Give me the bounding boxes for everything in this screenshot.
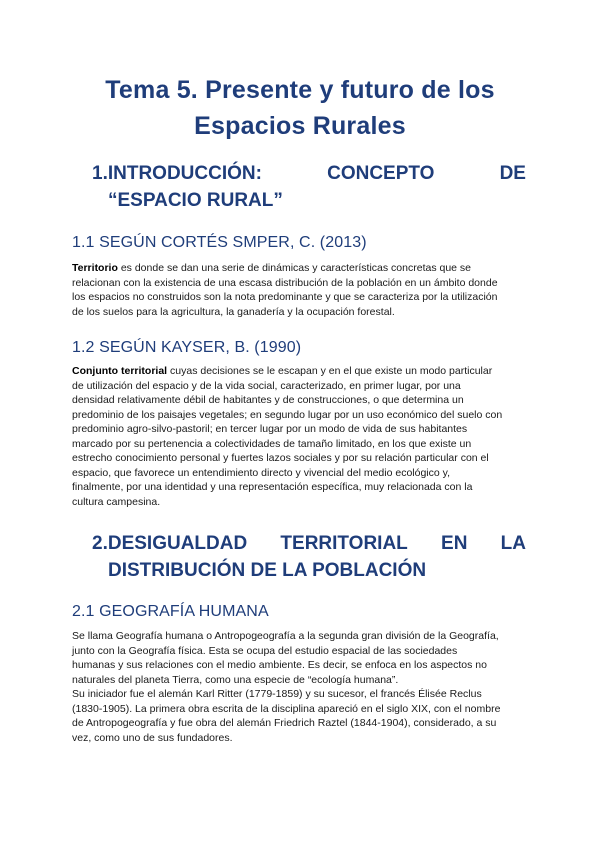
subsection-1-2-heading: 1.2 SEGÚN KAYSER, B. (1990) — [72, 339, 302, 356]
subsection-1-2-paragraph — [72, 364, 526, 509]
paragraph-line: predominio agro-silvo-pastoril; en tercer lugar por un modo de vida de sus habitantes — [72, 423, 468, 435]
paragraph-line: humanas y sus relaciones con el medio ambiente. Es decir, se enfoca en los aspectos no — [72, 659, 487, 671]
paragraph-line: predominio de los paisajes vegetales; en segundo lugar por un uso económico del suelo con — [72, 408, 503, 421]
paragraph-line: finalmente, por una identidad y una representación específica, muy relacionada con la — [72, 481, 473, 493]
paragraph-line: Su iniciador fue el alemán Karl Ritter (1779-1859) y su sucesor, el francés Élisée Reclus — [72, 688, 482, 700]
section-1-heading-word: DE — [499, 163, 526, 184]
section-2-heading-word: TERRITORIAL — [280, 533, 408, 554]
paragraph-line: relacionan con la existencia de una escasa distribución de la población en un ámbito donde — [72, 276, 498, 289]
paragraph-line: naturales del planeta Tierra, como una especie de “ecología humana”. — [72, 673, 399, 686]
paragraph-line: junto con la Geografía física. Esta se ocupa del estudio espacial de las sociedades — [72, 644, 458, 657]
paragraph-line: Conjunto territorial cuyas decisiones se le escapan y en el que existe un modo particular — [72, 365, 493, 377]
section-2-heading-line-2: DISTRIBUCIÓN DE LA POBLACIÓN — [108, 560, 427, 581]
document-title-line-1: Tema 5. Presente y futuro de los — [105, 76, 495, 104]
paragraph-line: (1830-1905). La primera obra escrita de la disciplina apareció en el siglo XIX, con el nombre — [72, 702, 501, 715]
section-1-heading — [92, 160, 526, 214]
term-conjunto-territorial: Conjunto territorial — [72, 365, 168, 377]
paragraph-line: vez, como uno de sus fundadores. — [72, 731, 233, 744]
section-2-heading-word: LA — [500, 533, 526, 554]
paragraph-line: estrecho conocimiento personal y fuertes lazos sociales y por su relación particular con el — [72, 452, 489, 464]
subsection-2-1-heading: 2.1 GEOGRAFÍA HUMANA — [72, 603, 269, 620]
section-2-heading-word: 2.DESIGUALDAD — [92, 533, 248, 554]
document-title-line-2: Espacios Rurales — [194, 112, 406, 140]
paragraph-line: de Antropogeografía y fue obra del alemán Friedrich Raztel (1844-1904), considerado, a su — [72, 717, 497, 729]
paragraph-line: Se llama Geografía humana o Antropogeografía a la segunda gran división de la Geografía, — [72, 630, 499, 642]
section-1-heading-word: 1.INTRODUCCIÓN: — [92, 163, 262, 184]
paragraph-line: de los suelos para la agricultura, la ganadería y la ocupación forestal. — [72, 305, 395, 318]
section-1-heading-word: CONCEPTO — [327, 163, 435, 184]
section-1-heading-line-2: “ESPACIO RURAL” — [108, 190, 283, 211]
subsection-1-1-paragraph — [72, 261, 526, 319]
paragraph-line: densidad relativamente débil de habitantes y de construcciones, o que determina un — [72, 394, 464, 406]
subsection-2-1-paragraph — [72, 629, 526, 745]
section-2-heading — [92, 530, 526, 584]
section-2-heading-word: EN — [441, 533, 468, 554]
term-territorio: Territorio — [72, 262, 118, 274]
paragraph-line: cultura campesina. — [72, 495, 161, 508]
paragraph-line: marcado por su pertenencia a colectividades de tamaño limitado, en los que existe un — [72, 437, 472, 450]
paragraph-line: Territorio es donde se dan una serie de dinámicas y características concretas que se — [72, 262, 472, 274]
document-title — [60, 72, 540, 144]
subsection-1-1-heading: 1.1 SEGÚN CORTÉS SMPER, C. (2013) — [72, 234, 367, 251]
paragraph-line: los espacios no construidos son la nota predominante y que se caracteriza por la utilización — [72, 291, 498, 303]
paragraph-line: espacio, que favorece un entendimiento directo y vivencial del medio ecológico y, — [72, 466, 451, 479]
paragraph-line: de utilización del espacio y de la vida social, caracterizado, en primer lugar, por una — [72, 379, 461, 392]
